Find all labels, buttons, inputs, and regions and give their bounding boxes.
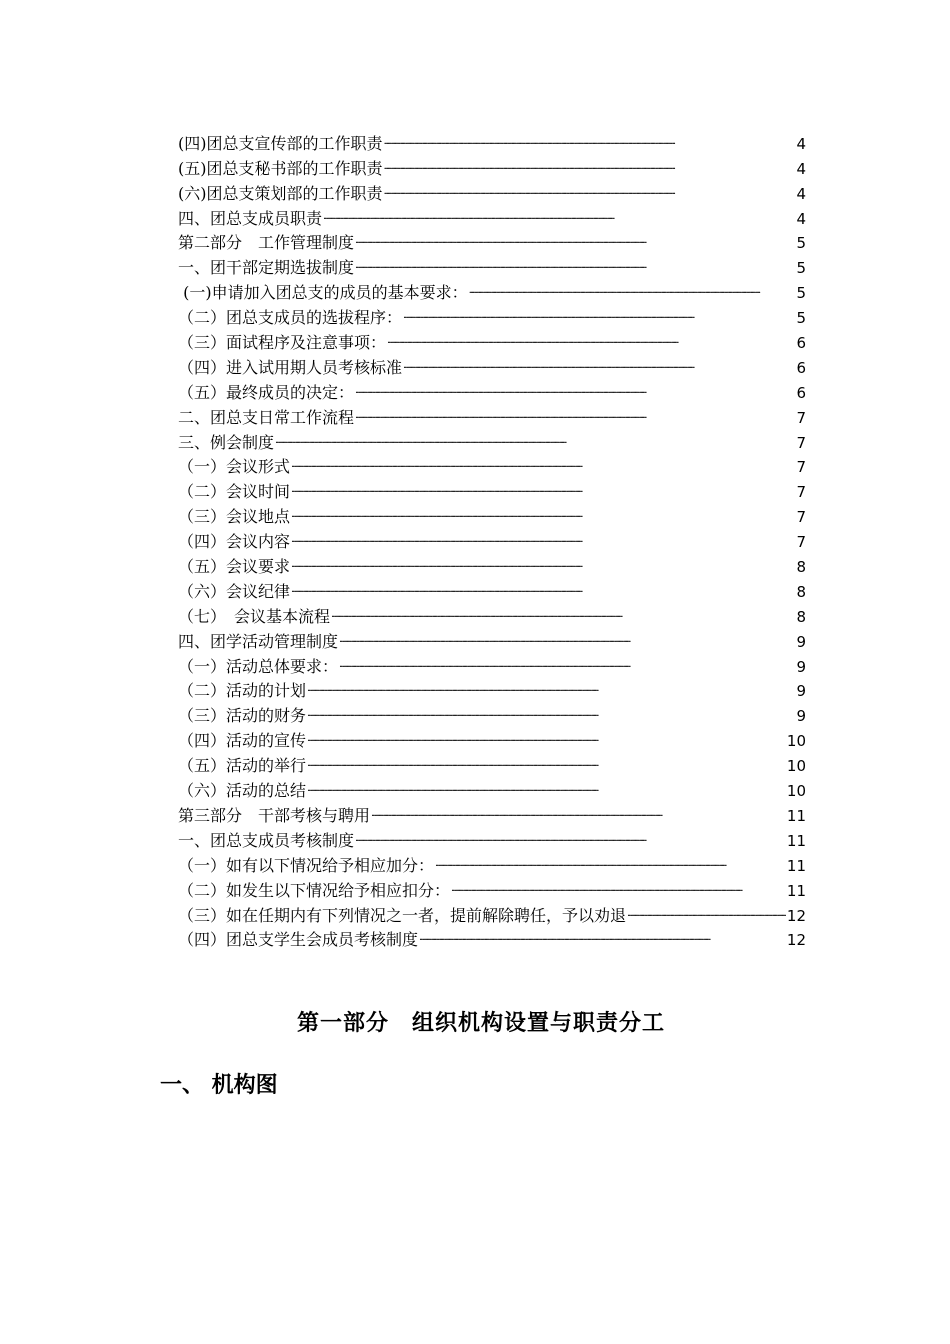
toc-entry-page-number: 5 (796, 309, 806, 328)
toc-entry-title: （六）会议纪律 (178, 581, 291, 601)
toc-entry-page-number: 7 (796, 483, 806, 502)
toc-entry-page-number: 11 (786, 856, 806, 875)
toc-entry-page-number: 11 (786, 831, 806, 850)
toc-entry-title: 三、例会制度 (178, 432, 275, 452)
toc-entry-title: 第二部分 工作管理制度 (178, 233, 355, 253)
toc-dot-leader (291, 448, 795, 473)
section-heading: 一、 机构图 (160, 1073, 278, 1098)
toc-dot-leader (469, 273, 796, 298)
toc-entry-page-number: 4 (796, 159, 806, 178)
toc-entry-title: （七） 会议基本流程 (178, 606, 331, 626)
toc-entry-title: （二）如发生以下情况给予相应扣分： (178, 880, 451, 900)
toc-dot-leader (291, 497, 795, 522)
toc-dot-leader (307, 771, 786, 796)
toc-dot-leader (291, 522, 795, 547)
toc-dot-leader (384, 124, 796, 149)
toc-entry-page-number: 5 (796, 234, 806, 253)
toc-entry-page-number: 4 (796, 209, 806, 228)
toc-entry-page-number: 7 (796, 408, 806, 427)
toc-entry-page-number: 10 (786, 732, 806, 751)
toc-dot-leader (384, 174, 796, 199)
toc-dot-leader (403, 348, 795, 373)
toc-dot-leader (307, 721, 786, 746)
toc-dot-leader (355, 373, 795, 398)
toc-entry-title: （五）最终成员的决定： (178, 382, 355, 402)
toc-entry-title: （三）活动的财务 (178, 706, 307, 726)
toc-dot-leader (451, 871, 786, 896)
toc-entry-page-number: 7 (796, 533, 806, 552)
toc-entry-page-number: 4 (796, 184, 806, 203)
toc-dot-leader (355, 224, 795, 249)
toc-entry-title: 四、团总支成员职责 (178, 208, 323, 228)
toc-entry-title: （二）活动的计划 (178, 681, 307, 701)
toc-entry-title: （二）会议时间 (178, 482, 291, 502)
toc-dot-leader (371, 796, 786, 821)
toc-entry-title: （二）团总支成员的选拔程序： (178, 308, 403, 328)
toc-entry-page-number: 9 (796, 657, 806, 676)
toc-dot-leader (339, 622, 795, 647)
toc-dot-leader (291, 472, 795, 497)
toc-entry-title: 一、团总支成员考核制度 (178, 830, 355, 850)
toc-dot-leader (307, 672, 795, 697)
toc-dot-leader (275, 423, 795, 448)
toc-entry-title: (四)团总支宣传部的工作职责 (178, 133, 383, 153)
toc-entry-title: （三）面试程序及注意事项： (178, 333, 387, 353)
toc-entry-page-number: 6 (796, 334, 806, 353)
toc-entry-title: （一）活动总体要求： (178, 656, 339, 676)
toc-dot-leader (323, 199, 795, 224)
toc-entry-title: （一）会议形式 (178, 457, 291, 477)
toc-entry-title: （四）团总支学生会成员考核制度 (178, 930, 419, 950)
toc-dot-leader (387, 323, 795, 348)
toc-entry-page-number: 5 (796, 284, 806, 303)
toc-dot-leader (419, 921, 786, 946)
toc-entry-title: 四、团学活动管理制度 (178, 631, 339, 651)
toc-entry-page-number: 12 (786, 906, 806, 925)
toc-dot-leader (307, 696, 795, 721)
toc-entry-title: （三）如在任期内有下列情况之一者，提前解除聘任，予以劝退 (178, 905, 627, 925)
toc-dot-leader (355, 248, 795, 273)
toc-entry-title: 二、团总支日常工作流程 (178, 407, 355, 427)
toc-entry-page-number: 9 (796, 632, 806, 651)
toc-entry-title: （六）活动的总结 (178, 781, 307, 801)
toc-entry-title: 第三部分 干部考核与聘用 (178, 805, 371, 825)
toc-dot-leader (403, 298, 795, 323)
toc-entry-page-number: 7 (796, 508, 806, 527)
toc-entry-page-number: 11 (786, 881, 806, 900)
toc-dot-leader (355, 821, 786, 846)
toc-entry-page-number: 9 (796, 682, 806, 701)
toc-entry-page-number: 10 (786, 757, 806, 776)
toc-entry-page-number: 12 (786, 931, 806, 950)
toc-dot-leader (291, 572, 795, 597)
toc-entry-title: （三）会议地点 (178, 507, 291, 527)
toc-dot-leader (339, 647, 795, 672)
toc-entry-page-number: 10 (786, 782, 806, 801)
toc-entry-page-number: 8 (796, 582, 806, 601)
toc-entry-title: (五)团总支秘书部的工作职责 (178, 158, 383, 178)
toc-entry-page-number: 6 (796, 383, 806, 402)
toc-entry-title: （五）会议要求 (178, 557, 291, 577)
toc-entry-title: (一)申请加入团总支的成员的基本要求： (178, 283, 468, 303)
toc-entry-page-number: 8 (796, 607, 806, 626)
toc-entry-page-number: 8 (796, 558, 806, 577)
toc-dot-leader (435, 846, 786, 871)
toc-dot-leader (384, 149, 796, 174)
toc-entry-page-number: 7 (796, 458, 806, 477)
toc-dot-leader (355, 398, 795, 423)
toc-entry-title: （四）会议内容 (178, 532, 291, 552)
table-of-contents (178, 124, 806, 950)
toc-dot-leader (307, 746, 786, 771)
toc-entry-title: （四）活动的宣传 (178, 731, 307, 751)
toc-entry-title: （五）活动的举行 (178, 756, 307, 776)
toc-entry-title: (六)团总支策划部的工作职责 (178, 183, 383, 203)
toc-dot-leader (627, 896, 786, 921)
part-heading: 第一部分 组织机构设置与职责分工 (296, 1011, 665, 1036)
toc-entry-title: （四）进入试用期人员考核标准 (178, 357, 403, 377)
toc-entry-page-number: 11 (786, 806, 806, 825)
toc-dot-leader (331, 597, 795, 622)
toc-entry-title: （一）如有以下情况给予相应加分： (178, 855, 435, 875)
toc-entry-page-number: 7 (796, 433, 806, 452)
toc-entry-page-number: 6 (796, 358, 806, 377)
toc-entry[interactable] (178, 124, 806, 153)
toc-entry-page-number: 4 (796, 134, 806, 153)
toc-entry-title: 一、团干部定期选拔制度 (178, 258, 355, 278)
toc-dot-leader (291, 547, 795, 572)
toc-entry-page-number: 5 (796, 259, 806, 278)
toc-entry-page-number: 9 (796, 707, 806, 726)
